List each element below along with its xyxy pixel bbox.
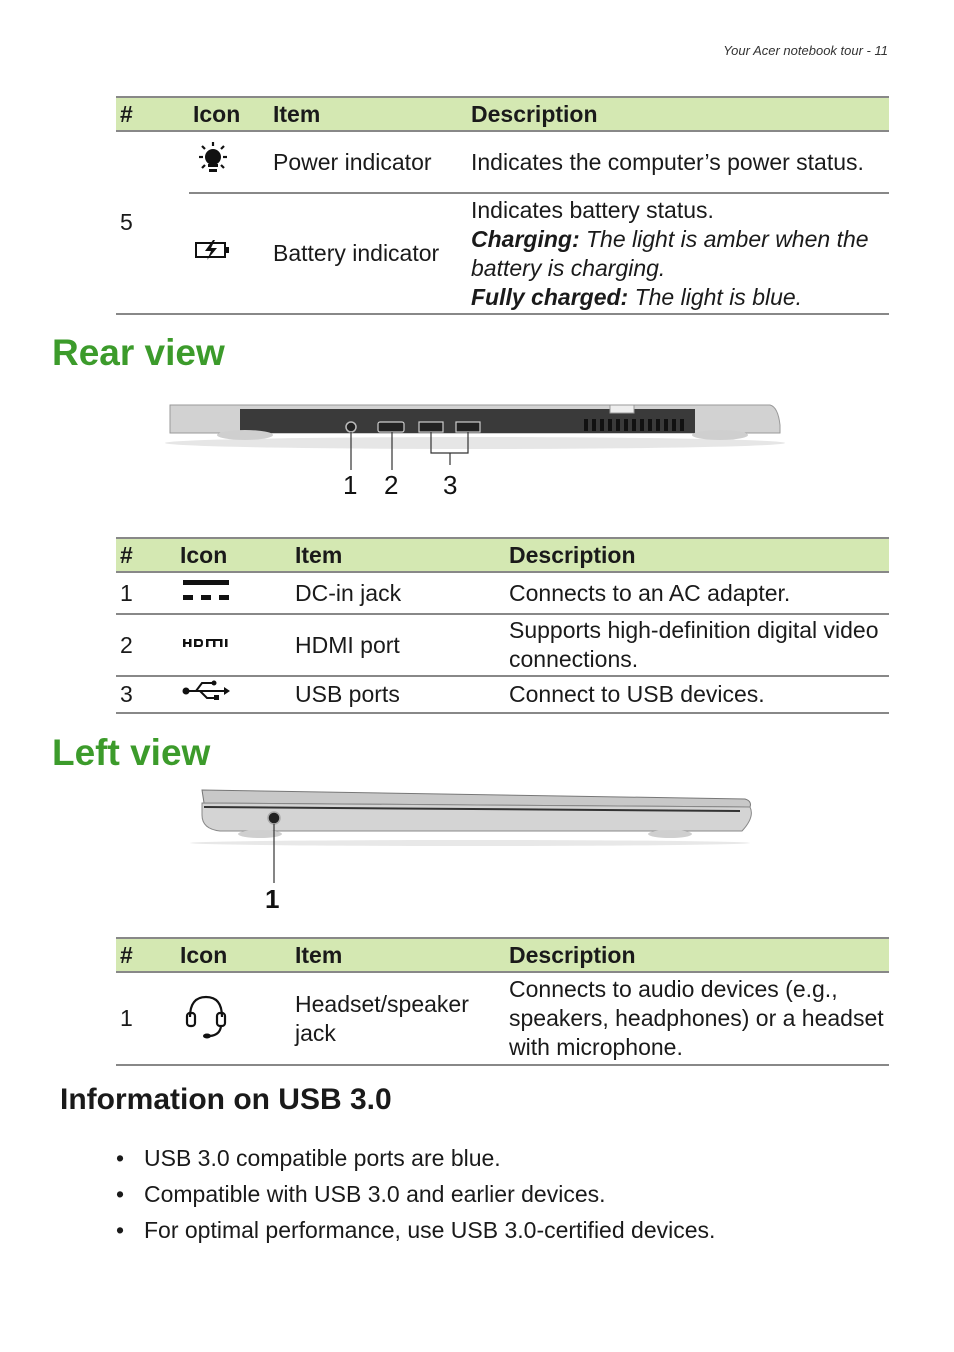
table-row	[116, 572, 889, 614]
table-header-row	[116, 97, 889, 131]
table-row	[116, 131, 889, 193]
row-number: 1	[116, 572, 176, 614]
charged-label: Fully charged:	[471, 283, 629, 310]
rear-callout-2: 2	[384, 470, 399, 500]
desc-hdmi-port: Supports high-definition digital video connections.	[505, 614, 889, 676]
usb-info-heading: Information on USB 3.0	[60, 1083, 392, 1116]
col-number: #	[116, 538, 176, 572]
table-row	[116, 614, 889, 676]
col-number: #	[116, 938, 176, 972]
left-view-illustration	[180, 785, 780, 885]
usb-icon	[180, 677, 232, 705]
left-callout-1: 1	[265, 884, 280, 914]
power-indicator-icon	[193, 139, 233, 179]
col-description: Description	[467, 97, 889, 131]
col-item: Item	[291, 938, 505, 972]
charging-text: The light is amber when the battery is charging.	[471, 225, 869, 281]
running-header: Your Acer notebook tour - 11	[723, 43, 888, 58]
desc-battery-indicator	[467, 193, 889, 314]
col-item: Item	[291, 538, 505, 572]
item-power-indicator: Power indicator	[269, 131, 467, 193]
hdmi-icon	[180, 633, 232, 653]
item-hdmi-port: HDMI port	[291, 614, 505, 676]
battery-indicator-icon	[193, 238, 233, 262]
table-row	[116, 193, 889, 314]
item-battery-indicator: Battery indicator	[269, 193, 467, 314]
dc-in-icon	[180, 575, 232, 605]
rear-view-table	[116, 537, 889, 714]
indicator-table	[116, 96, 889, 315]
item-usb-ports: USB ports	[291, 676, 505, 713]
battery-status-text: Indicates battery status.	[471, 196, 714, 223]
row-number: 5	[116, 131, 189, 314]
usb-info-list	[112, 1140, 715, 1248]
item-dc-in-jack: DC-in jack	[291, 572, 505, 614]
table-row	[116, 676, 889, 713]
headset-icon	[180, 989, 232, 1041]
charging-label: Charging:	[471, 225, 580, 252]
rear-callout-3: 3	[443, 470, 458, 500]
rear-view-illustration	[150, 395, 800, 470]
table-header-row	[116, 938, 889, 972]
col-icon: Icon	[176, 538, 291, 572]
desc-dc-in-jack: Connects to an AC adapter.	[505, 572, 889, 614]
row-number: 1	[116, 972, 176, 1065]
list-item: • Compatible with USB 3.0 and earlier devices.	[112, 1176, 715, 1212]
charged-text: The light is blue.	[634, 283, 803, 310]
col-description: Description	[505, 538, 889, 572]
rear-callout-1: 1	[343, 470, 358, 500]
left-view-heading: Left view	[52, 732, 211, 773]
left-view-table	[116, 937, 889, 1066]
col-icon: Icon	[189, 97, 269, 131]
row-number: 3	[116, 676, 176, 713]
list-item: • USB 3.0 compatible ports are blue.	[112, 1140, 715, 1176]
col-description: Description	[505, 938, 889, 972]
table-header-row	[116, 538, 889, 572]
col-icon: Icon	[176, 938, 291, 972]
table-row	[116, 972, 889, 1065]
col-item: Item	[269, 97, 467, 131]
row-number: 2	[116, 614, 176, 676]
col-number: #	[116, 97, 189, 131]
list-item: • For optimal performance, use USB 3.0-certified devices.	[112, 1212, 715, 1248]
desc-power-indicator: Indicates the computer’s power status.	[467, 131, 889, 193]
desc-usb-ports: Connect to USB devices.	[505, 676, 889, 713]
rear-view-heading: Rear view	[52, 332, 225, 373]
desc-headset-jack: Connects to audio devices (e.g., speakers, headphones) or a headset with microphone.	[505, 972, 889, 1065]
item-headset-jack: Headset/speaker jack	[291, 972, 505, 1065]
